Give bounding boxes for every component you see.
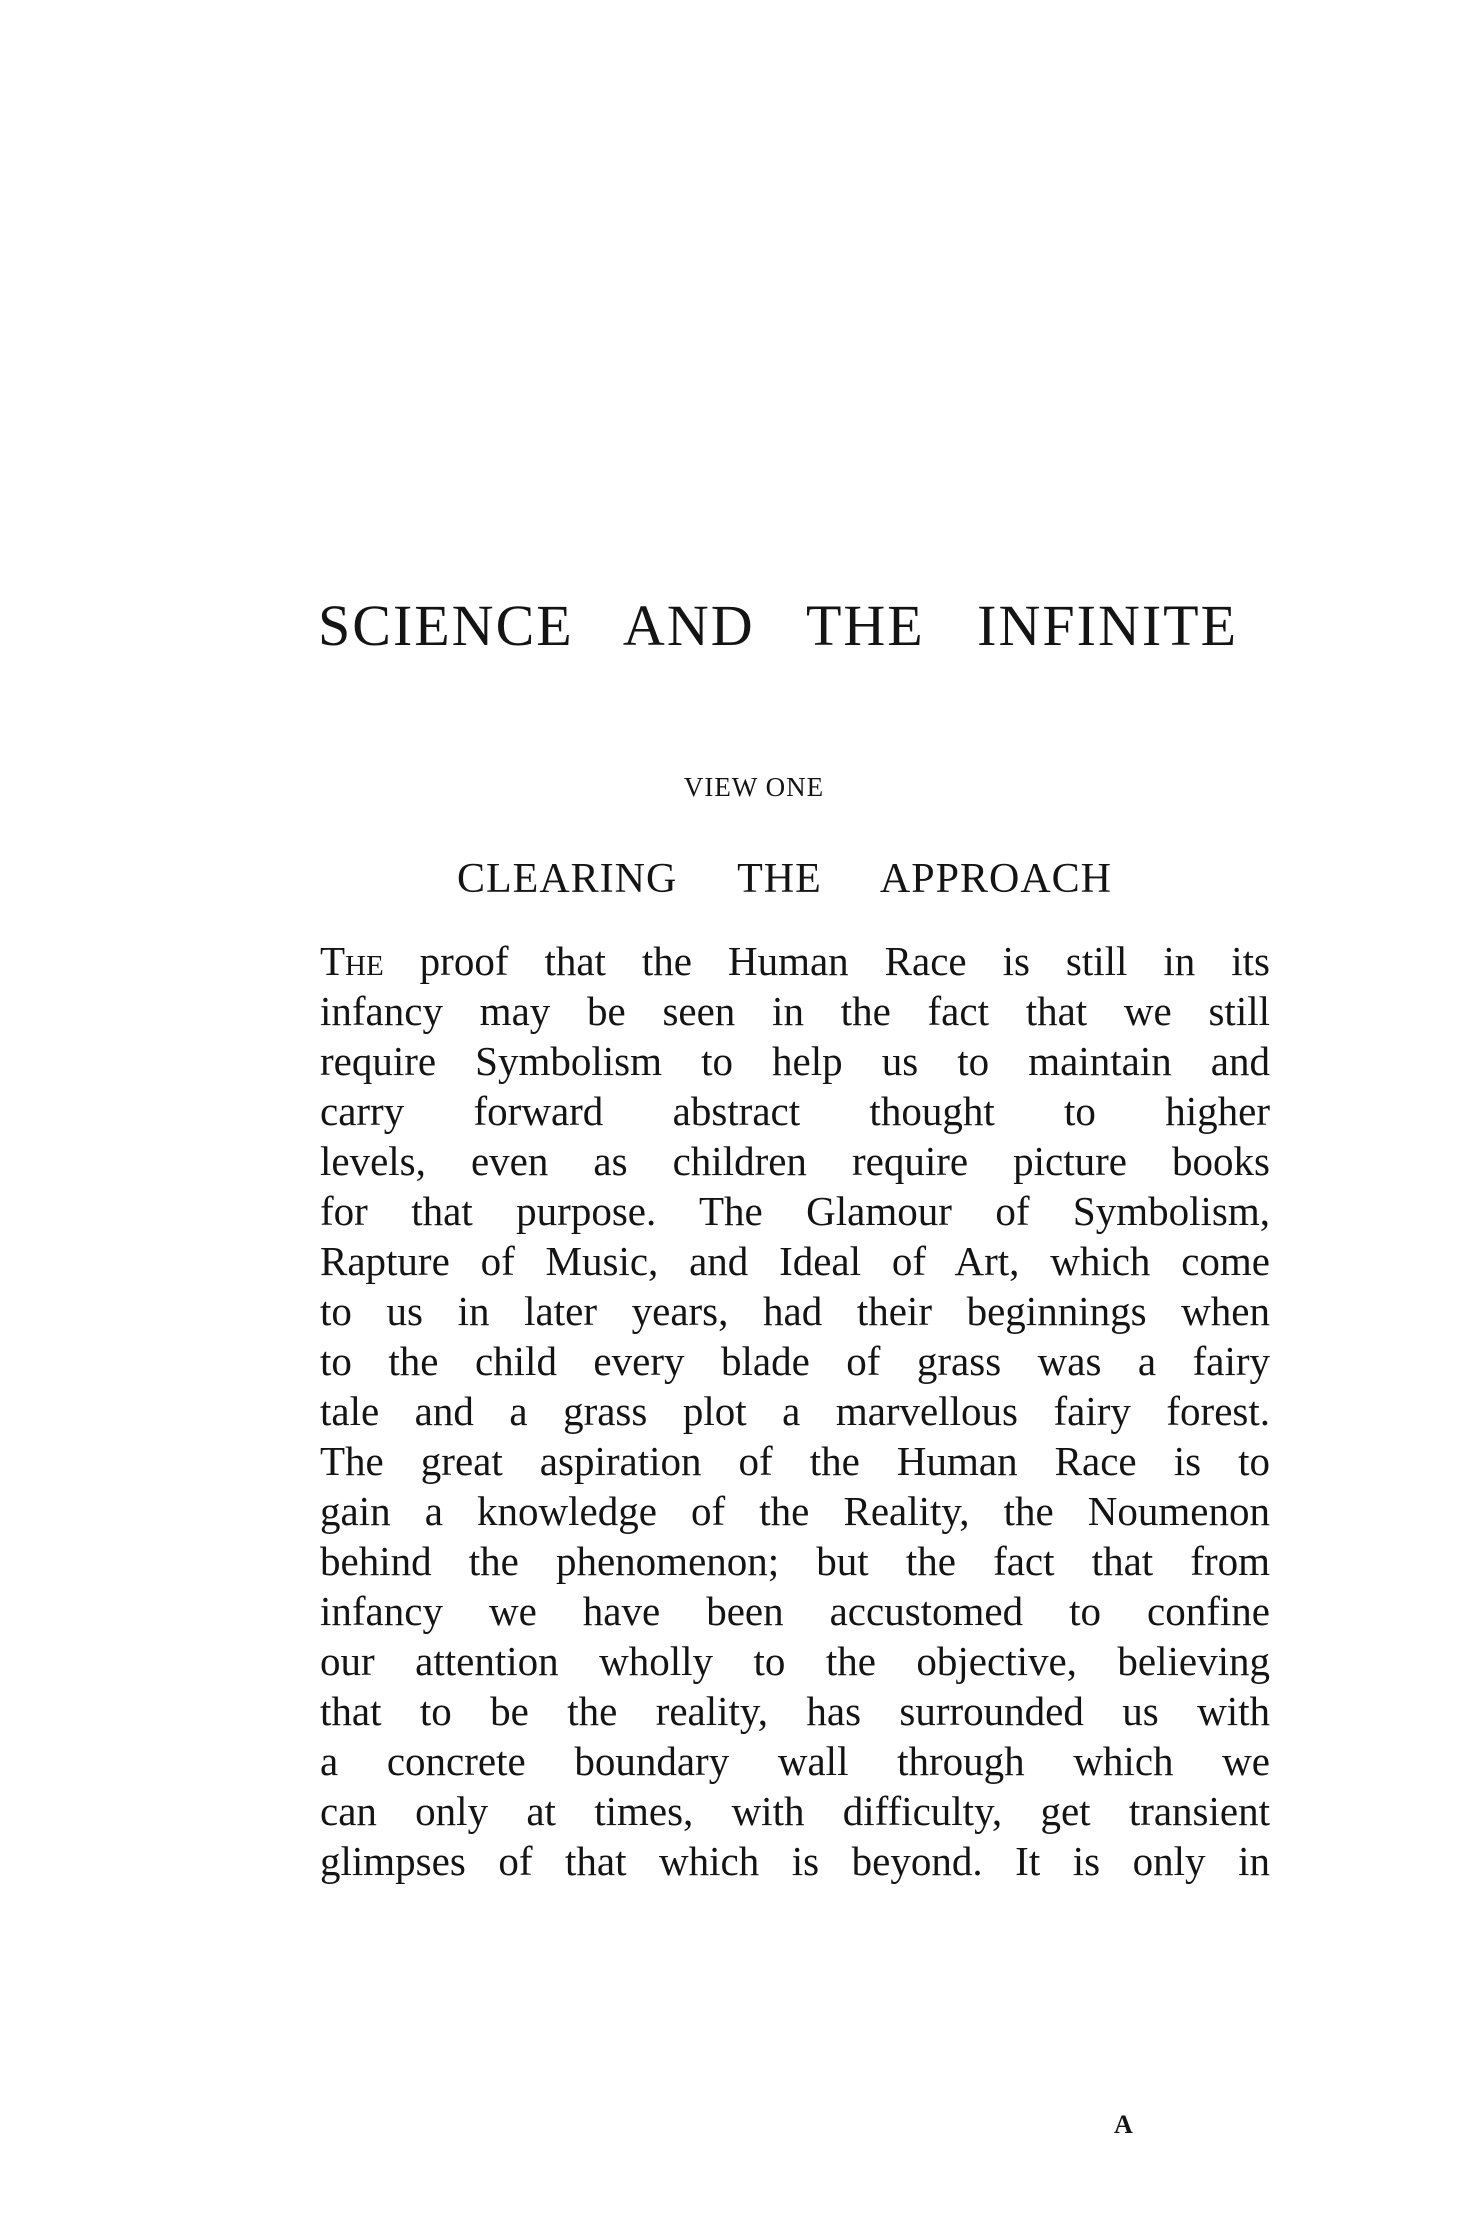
text-line: our attention wholly to the objective, believing [320, 1638, 1270, 1684]
view-label: VIEW ONE [683, 772, 825, 802]
text-line: levels, even as children require picture books [320, 1138, 1270, 1184]
text-line: gain a knowledge of the Reality, the Noumenon [320, 1488, 1270, 1534]
text-line: infancy we have been accustomed to confine [320, 1588, 1270, 1634]
text-line: to the child every blade of grass was a fairy [320, 1338, 1270, 1384]
first-word: The [320, 938, 384, 984]
text-line: that to be the reality, has surrounded us with [320, 1688, 1270, 1734]
text-line: for that purpose. The Glamour of Symbolism, [320, 1188, 1270, 1234]
text-line: to us in later years, had their beginnings when [320, 1288, 1270, 1334]
text-line: tale and a grass plot a marvellous fairy forest. [320, 1388, 1270, 1434]
text-line: a concrete boundary wall through which we [320, 1738, 1270, 1784]
text-line: carry forward abstract thought to higher [320, 1088, 1270, 1134]
text-line: infancy may be seen in the fact that we still [320, 988, 1270, 1034]
line-text: proof that the Human Race is still in its [383, 938, 1270, 984]
text-line: can only at times, with difficulty, get transient [320, 1788, 1270, 1834]
text-line: The great aspiration of the Human Race is to [320, 1438, 1270, 1484]
text-line: glimpses of that which is beyond. It is only in [320, 1838, 1270, 1884]
text-line: behind the phenomenon; but the fact that from [320, 1538, 1270, 1584]
book-title: SCIENCE AND THE INFINITE [318, 593, 1238, 658]
text-line [320, 936, 1270, 986]
signature-mark: A [1114, 2110, 1133, 2139]
chapter-title: CLEARING THE APPROACH [457, 856, 1112, 902]
body-text [320, 936, 1270, 1886]
text-line: require Symbolism to help us to maintain and [320, 1038, 1270, 1084]
text-line: Rapture of Music, and Ideal of Art, which come [320, 1238, 1270, 1284]
